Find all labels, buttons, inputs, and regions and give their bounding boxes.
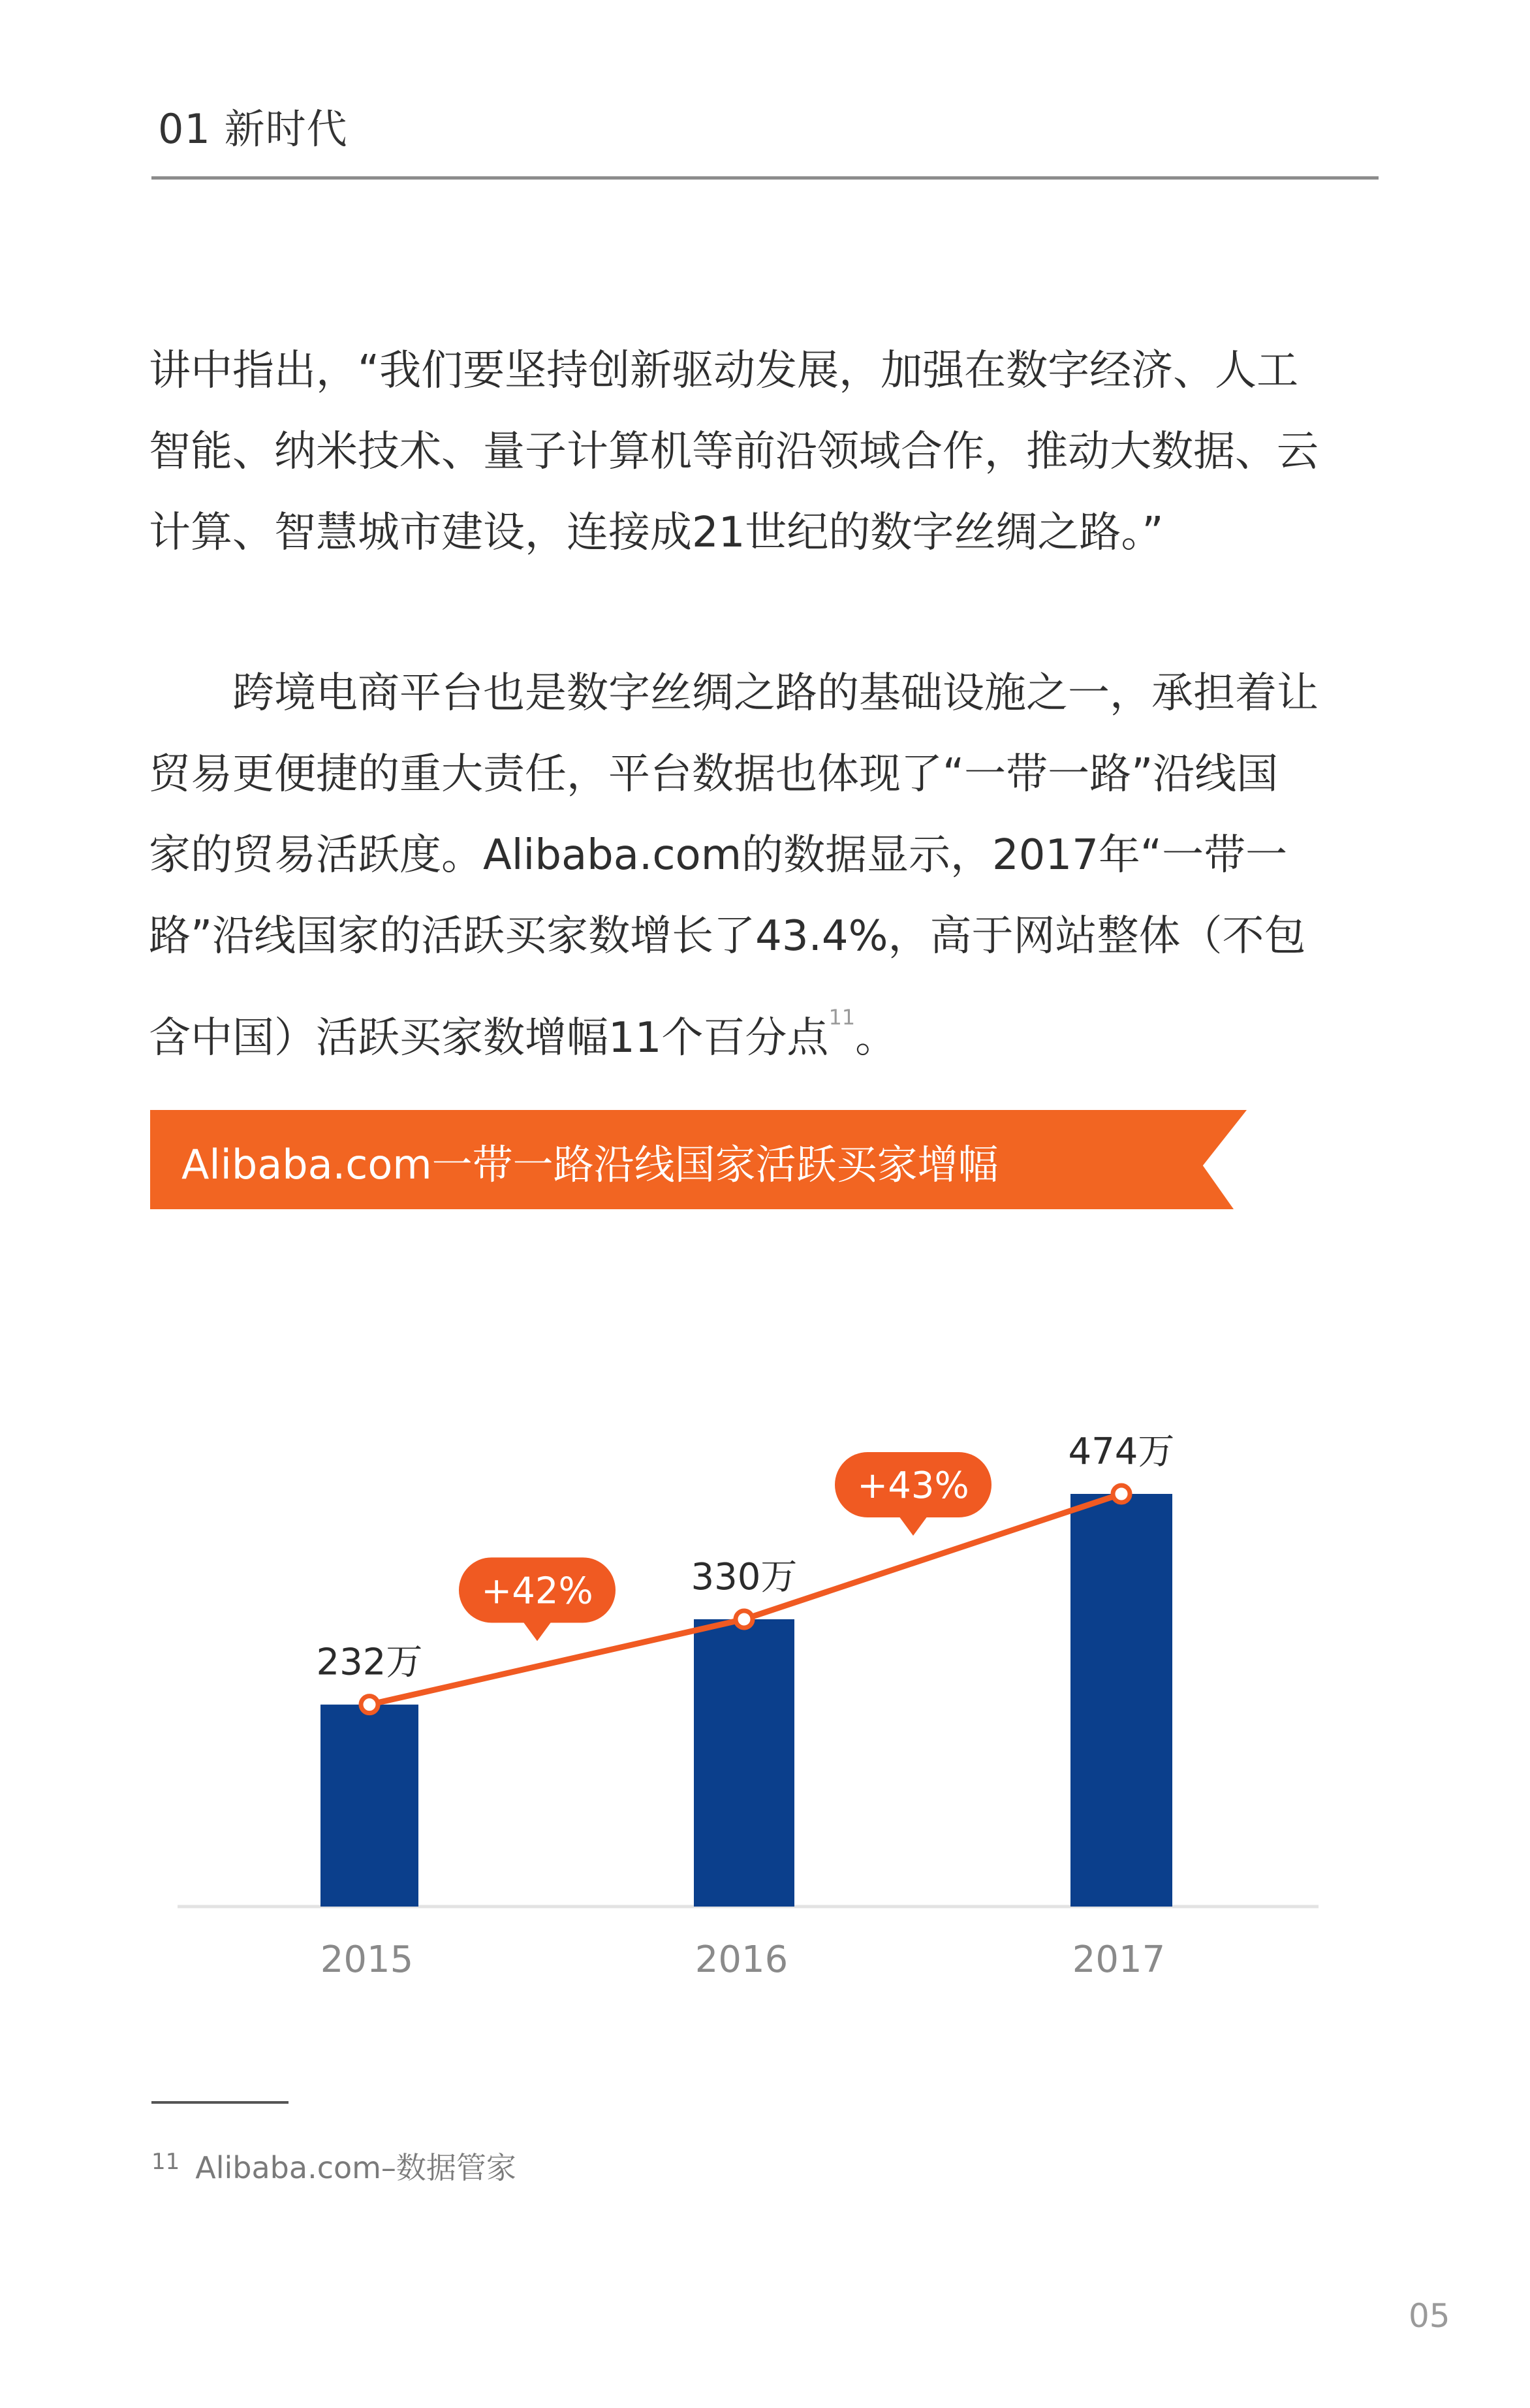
chart-title-banner [150, 1110, 1247, 1209]
paragraph-line: 讲中指出，“我们要坚持创新驱动发展，加强在数字经济、人工 [149, 347, 1299, 395]
page-number: 05 [1409, 2297, 1450, 2335]
sentence-end: 。 [855, 1014, 898, 1062]
value-label: 330万 [691, 1556, 798, 1598]
callout-pointer [523, 1621, 552, 1641]
paragraph-line: 计算、智慧城市建设，连接成21世纪的数字丝绸之路。” [149, 509, 1164, 557]
bar-2017 [1070, 1494, 1172, 1907]
footnote-divider [151, 2101, 289, 2104]
bar-2016 [694, 1619, 794, 1907]
footnote [151, 2144, 516, 2187]
paragraph-line: 路”沿线国家的活跃买家数增长了43.4%，高于网站整体（不包 [149, 912, 1306, 960]
header-divider [151, 176, 1379, 180]
value-label: 474万 [1068, 1431, 1175, 1473]
paragraph-line-last [149, 977, 1409, 1079]
paragraph-2 [149, 653, 1409, 1079]
paragraph-line: 智能、纳米技术、量子计算机等前沿领域合作，推动大数据、云 [149, 428, 1319, 476]
section-title: 01 新时代 [158, 105, 348, 153]
paragraph-1 [149, 330, 1409, 573]
growth-label: +42% [481, 1570, 593, 1613]
paragraph-line: 家的贸易活跃度。Alibaba.com的数据显示，2017年“一带一 [149, 831, 1288, 879]
footnote-text: Alibaba.com–数据管家 [195, 2150, 516, 2185]
trend-point [361, 1696, 378, 1713]
trend-point [1113, 1485, 1130, 1502]
bar-2015 [320, 1705, 418, 1907]
x-tick-label: 2016 [695, 1939, 788, 1981]
paragraph-line: 跨境电商平台也是数字丝绸之路的基础设施之一，承担着让 [149, 669, 1319, 718]
paragraph-line: 贸易更便捷的重大责任，平台数据也体现了“一带一路”沿线国 [149, 750, 1279, 799]
footnote-reference[interactable]: 11 [828, 1005, 856, 1030]
growth-label: +43% [857, 1465, 969, 1507]
banner-title: Alibaba.com一带一路沿线国家活跃买家增幅 [181, 1141, 999, 1188]
callout-pointer [899, 1516, 928, 1536]
paragraph-line-text: 含中国）活跃买家数增幅11个百分点 [149, 1014, 829, 1062]
x-tick-label: 2015 [320, 1939, 414, 1981]
trend-point [736, 1611, 753, 1628]
x-tick-label: 2017 [1072, 1939, 1166, 1981]
value-label: 232万 [316, 1641, 423, 1684]
footnote-number: 11 [151, 2149, 180, 2175]
bar-line-chart [0, 1371, 1530, 2024]
